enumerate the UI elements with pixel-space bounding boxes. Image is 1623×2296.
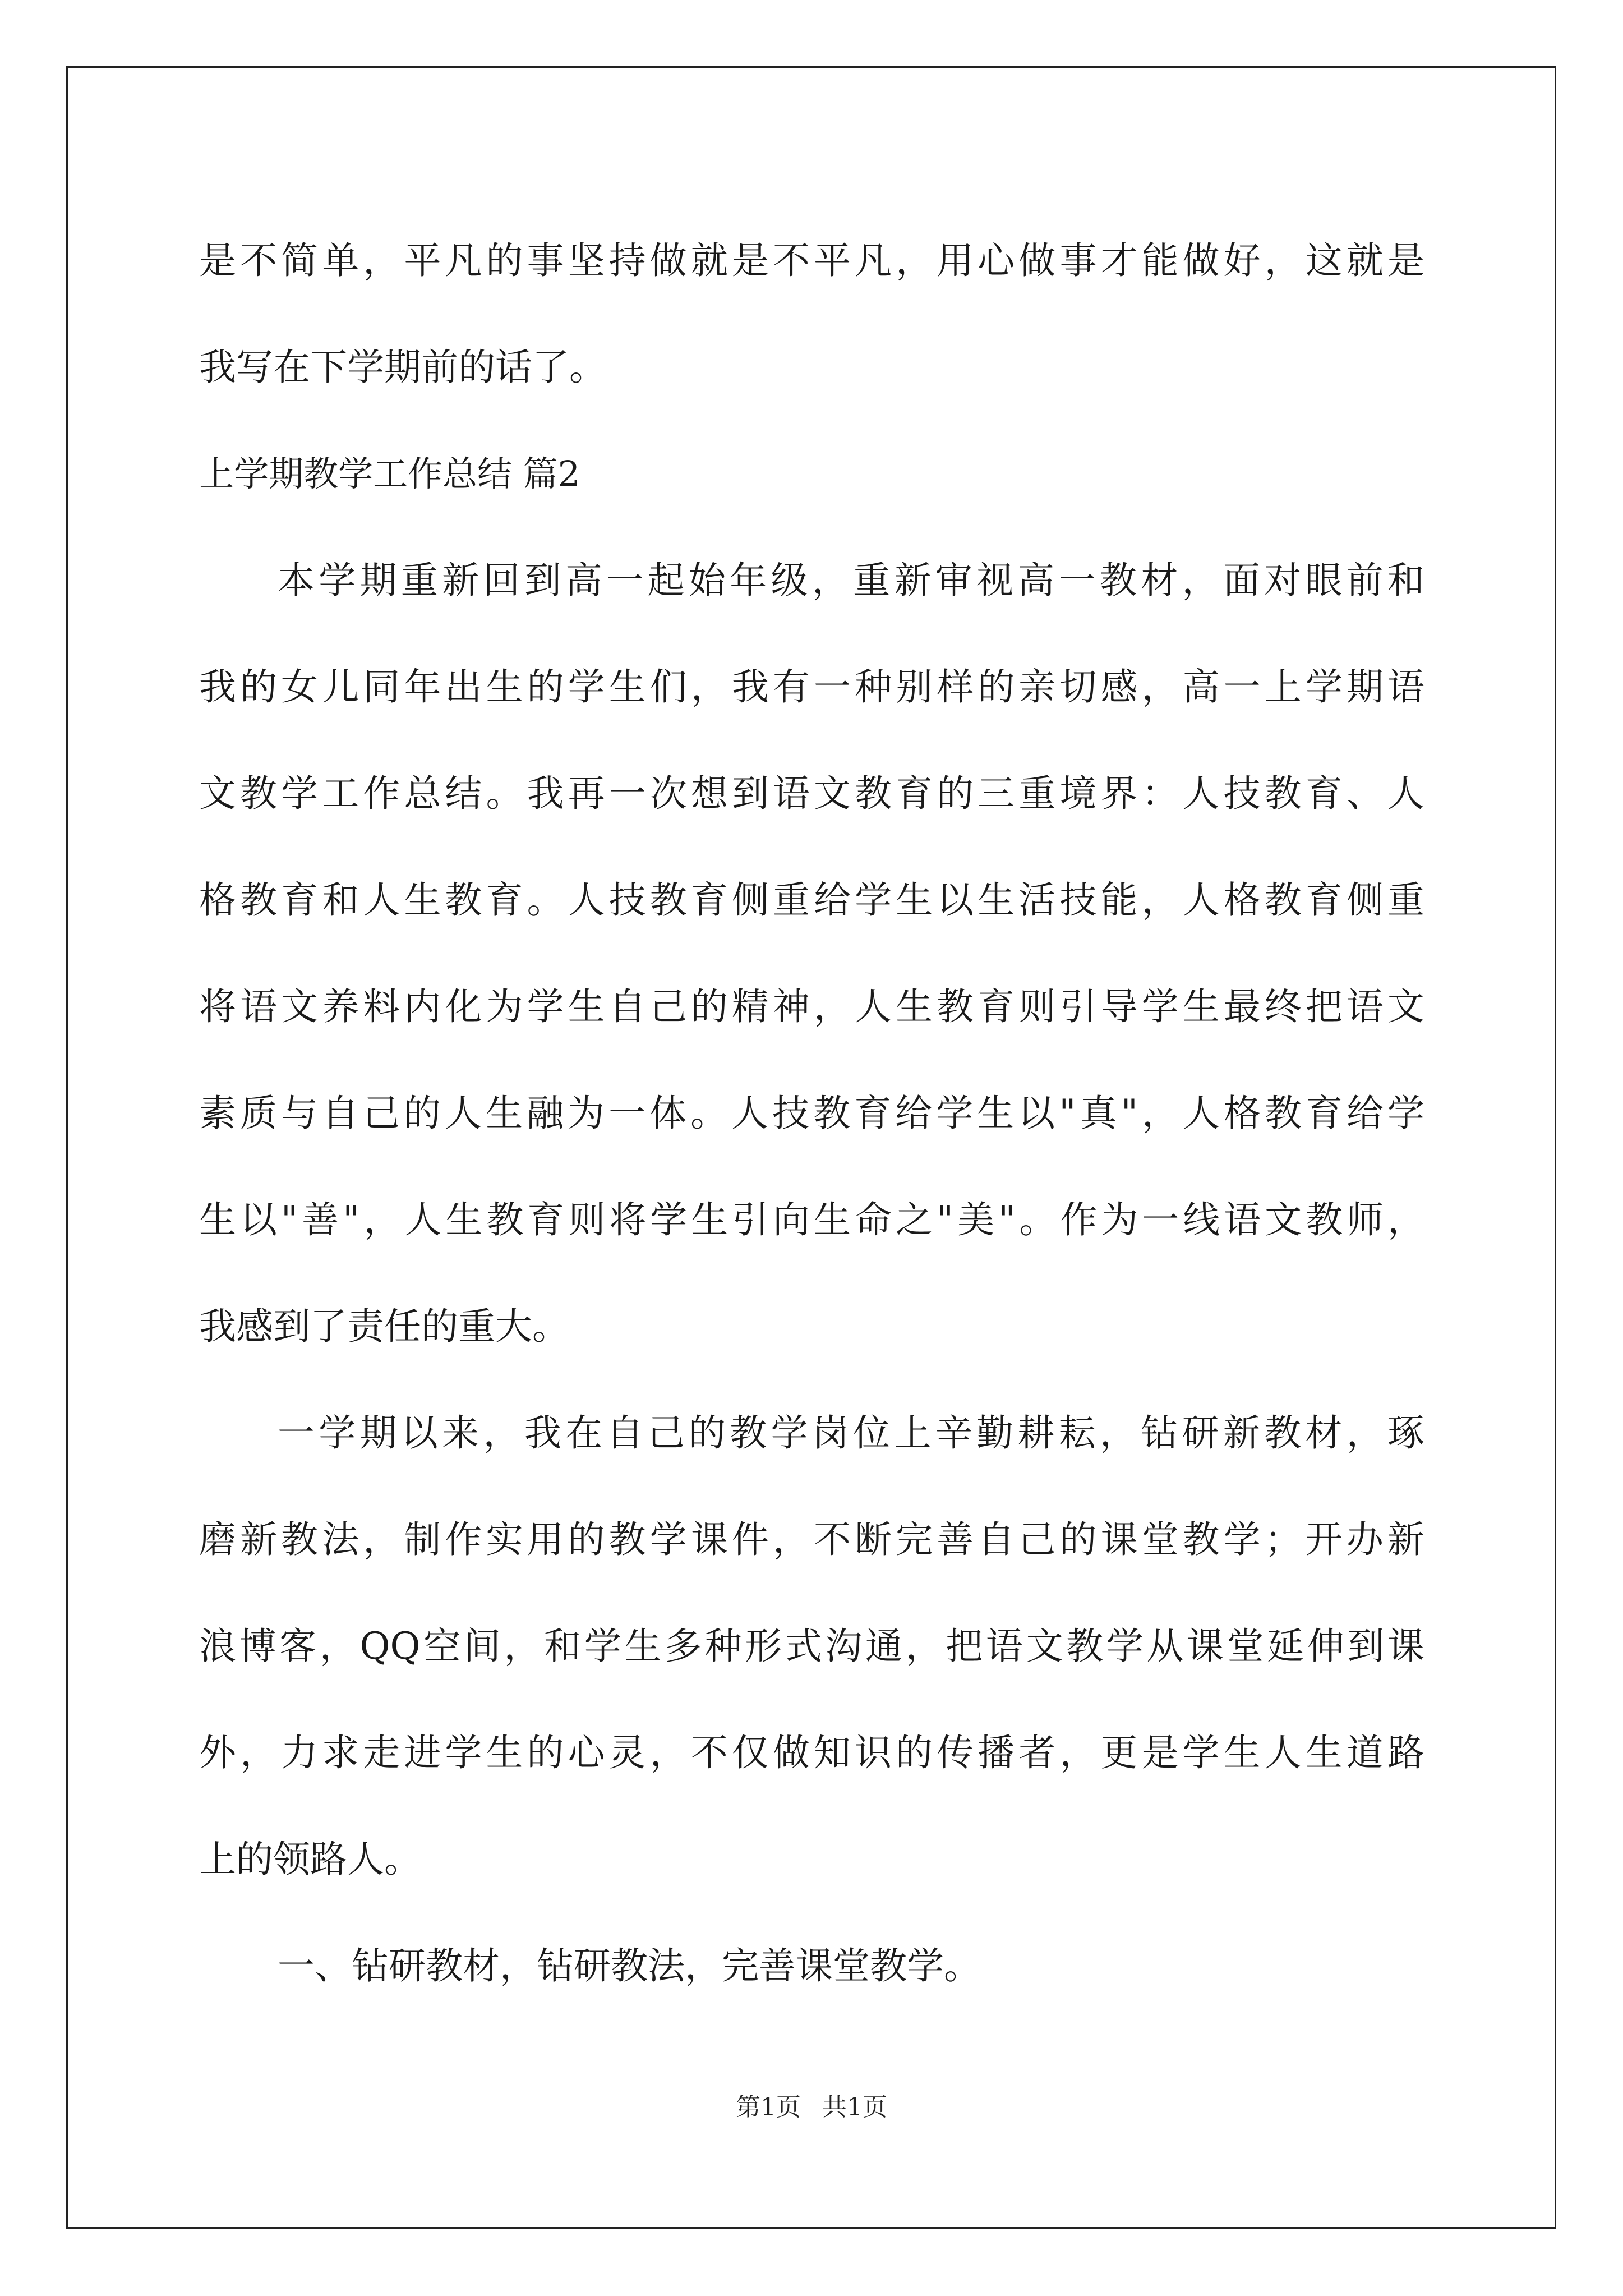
- paragraph-line: 上的领路人。: [199, 1838, 421, 1881]
- paragraph-line: 我写在下学期前的话了。: [199, 346, 606, 389]
- paragraph-line: 浪博客，QQ空间，和学生多种形式沟通，把语文教学从课堂延伸到课: [199, 1625, 1424, 1668]
- paragraph-line: 一学期以来，我在自己的教学岗位上辛勤耕耘，钻研新教材，琢: [278, 1411, 1424, 1455]
- page-number: 第1页: [736, 2093, 801, 2122]
- paragraph-line: 磨新教法，制作实用的教学课件，不断完善自己的课堂教学；开办新: [199, 1518, 1424, 1561]
- document-body: [199, 208, 1424, 2019]
- paragraph-line: 格教育和人生教育。人技教育侧重给学生以生活技能，人格教育侧重: [199, 878, 1424, 922]
- paragraph-line: 外，力求走进学生的心灵，不仅做知识的传播者，更是学生人生道路: [199, 1731, 1424, 1774]
- paragraph-line: 我感到了责任的重大。: [199, 1305, 569, 1348]
- section-heading: 上学期教学工作总结 篇2: [199, 453, 580, 494]
- paragraph-line: 素质与自己的人生融为一体。人技教育给学生以"真"，人格教育给学: [199, 1092, 1424, 1135]
- paragraph-line: 生以"善"，人生教育则将学生引向生命之"美"。作为一线语文教师，: [199, 1198, 1424, 1241]
- paragraph-line: 文教学工作总结。我再一次想到语文教育的三重境界：人技教育、人: [199, 772, 1424, 815]
- paragraph-line: 我的女儿同年出生的学生们，我有一种别样的亲切感，高一上学期语: [199, 665, 1424, 708]
- paragraph-line: 将语文养料内化为学生自己的精神，人生教育则引导学生最终把语文: [199, 985, 1424, 1028]
- subsection-heading: 一、钻研教材，钻研教法，完善课堂教学。: [278, 1944, 981, 1987]
- page-total: 共1页: [822, 2093, 887, 2122]
- paragraph-line: 本学期重新回到高一起始年级，重新审视高一教材，面对眼前和: [278, 559, 1424, 602]
- paragraph-line: 是不简单，平凡的事坚持做就是不平凡，用心做事才能做好，这就是: [199, 239, 1424, 282]
- page-footer: [0, 2091, 1623, 2124]
